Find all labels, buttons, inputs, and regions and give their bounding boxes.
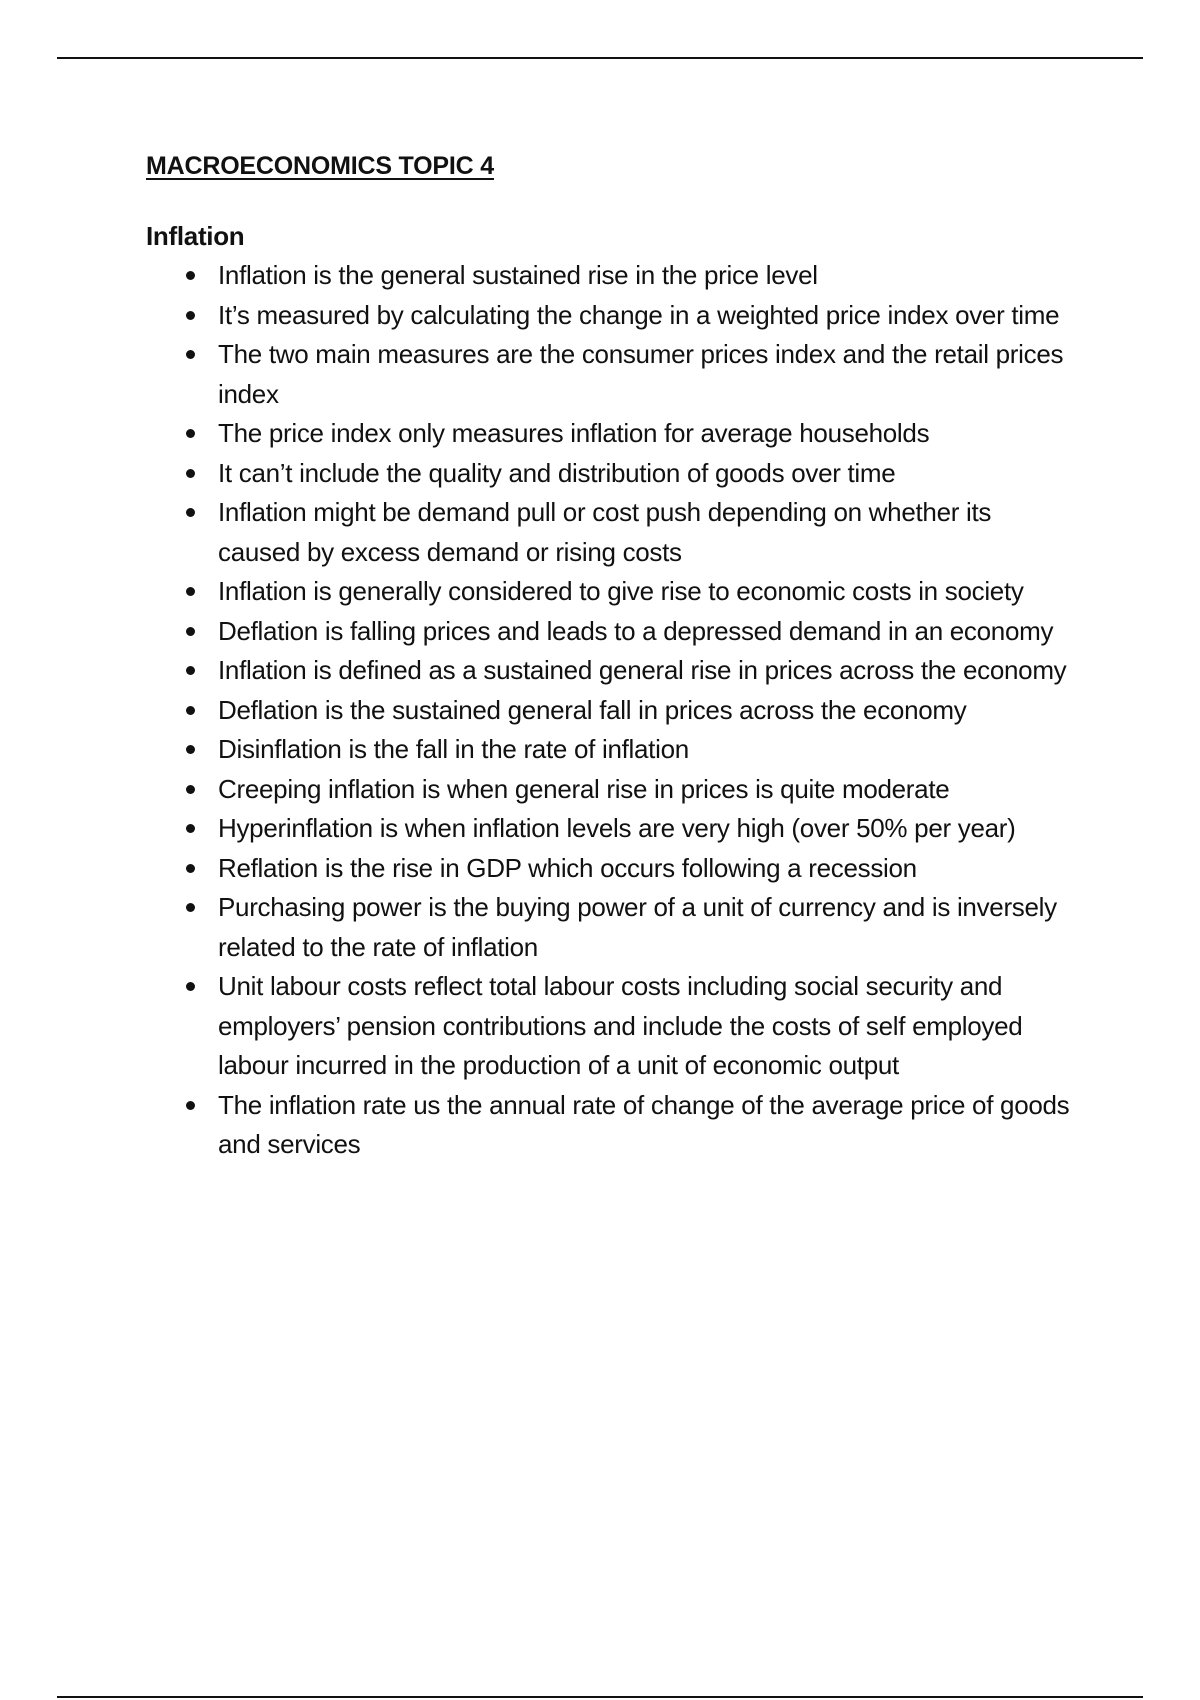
list-item-text: Hyperinflation is when inflation levels are very high (over 50% per year): [218, 813, 1016, 843]
list-item: [146, 691, 1076, 731]
list-item-text: Unit labour costs reflect total labour costs including social security and employers’ pension contributions and include the costs of self employed labour incurred in the production of a unit of economic output: [218, 971, 1023, 1080]
list-item: [146, 651, 1076, 691]
bullet-icon: [186, 706, 195, 715]
header-rule: [57, 57, 1143, 59]
list-item: [146, 730, 1076, 770]
bullet-icon: [186, 666, 195, 675]
bullet-icon: [186, 587, 195, 596]
bullet-icon: [186, 469, 195, 478]
bullet-icon: [186, 903, 195, 912]
list-item: [146, 454, 1076, 494]
list-item-text: Disinflation is the fall in the rate of inflation: [218, 734, 689, 764]
bullet-icon: [186, 745, 195, 754]
list-item: [146, 493, 1076, 572]
bullet-icon: [186, 824, 195, 833]
list-item-text: Inflation is defined as a sustained general rise in prices across the economy: [218, 655, 1067, 685]
list-item: [146, 809, 1076, 849]
bullet-icon: [186, 785, 195, 794]
bullet-icon: [186, 271, 195, 280]
list-item-text: Inflation is the general sustained rise in the price level: [218, 260, 818, 290]
list-item: [146, 1086, 1076, 1165]
list-item: [146, 849, 1076, 889]
bullet-icon: [186, 627, 195, 636]
list-item-text: Reflation is the rise in GDP which occurs following a recession: [218, 852, 917, 883]
list-item: [146, 296, 1076, 336]
list-item: [146, 256, 1076, 296]
list-item: [146, 967, 1076, 1086]
bullet-icon: [186, 508, 195, 517]
list-item: [146, 335, 1076, 414]
list-item: [146, 888, 1076, 967]
list-item-text: It’s measured by calculating the change in a weighted price index over time: [218, 299, 1060, 330]
list-item-text: The two main measures are the consumer prices index and the retail prices index: [218, 339, 1064, 409]
list-item-text: Inflation might be demand pull or cost push depending on whether its caused by excess demand or rising costs: [218, 497, 992, 567]
bullet-icon: [186, 311, 195, 320]
list-item-text: The inflation rate us the annual rate of change of the average price of goods and services: [218, 1089, 1070, 1159]
bullet-icon: [186, 1101, 195, 1110]
bullet-icon: [186, 350, 195, 359]
list-item-text: It can’t include the quality and distribution of goods over time: [218, 457, 896, 488]
bullet-icon: [186, 864, 195, 873]
list-item-text: Deflation is the sustained general fall in prices across the economy: [218, 694, 967, 725]
list-item: [146, 770, 1076, 810]
list-item-text: Creeping inflation is when general rise in prices is quite moderate: [218, 773, 950, 804]
bullet-icon: [186, 429, 195, 438]
document-body: [146, 144, 1076, 1165]
list-item-text: Inflation is generally considered to give rise to economic costs in society: [218, 576, 1024, 606]
list-item-text: Purchasing power is the buying power of a unit of currency and is inversely related to the rate of inflation: [218, 892, 1057, 962]
bullet-list: [146, 256, 1076, 1165]
list-item: [146, 612, 1076, 652]
bullet-icon: [186, 982, 195, 991]
list-item-text: Deflation is falling prices and leads to a depressed demand in an economy: [218, 615, 1054, 646]
list-item: [146, 572, 1076, 612]
section-heading-inflation: Inflation: [146, 221, 245, 251]
list-item-text: The price index only measures inflation for average households: [218, 418, 930, 448]
footer-rule: [57, 1696, 1143, 1698]
list-item: [146, 414, 1076, 454]
document-title: MACROECONOMICS TOPIC 4: [146, 152, 494, 180]
